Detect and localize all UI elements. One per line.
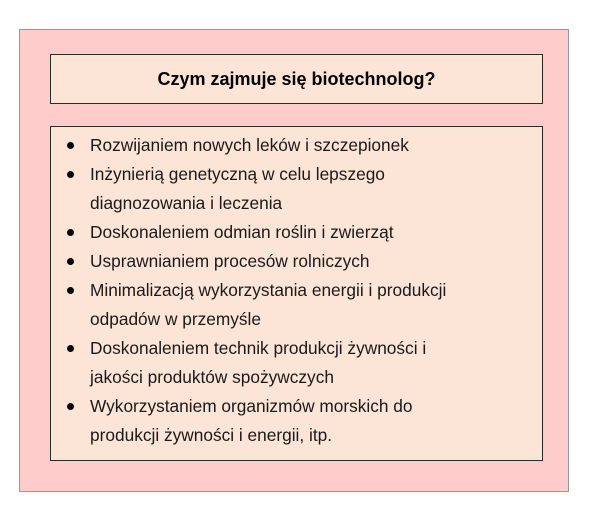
- list-item: [51, 247, 534, 276]
- list-item: [51, 392, 534, 450]
- list-item-text-continuation: diagnozowania i leczenia: [90, 193, 283, 213]
- list-item-text: Wykorzystaniem organizmów morskich do: [90, 396, 413, 416]
- list-item-text: Inżynierią genetyczną w celu lepszego: [90, 164, 385, 184]
- bullet-icon: [67, 403, 74, 410]
- list-item-text-continuation: jakości produktów spożywczych: [90, 367, 334, 387]
- bullet-icon: [67, 171, 74, 178]
- list-item: [51, 131, 534, 160]
- list-item: [51, 218, 534, 247]
- outer-panel: [19, 29, 569, 492]
- bullet-icon: [67, 142, 74, 149]
- bullet-icon: [67, 229, 74, 236]
- list-item-text: Minimalizacją wykorzystania energii i produkcji: [90, 280, 447, 300]
- list-item: [51, 276, 534, 334]
- list-item: [51, 160, 534, 218]
- list-item-text: Doskonaleniem odmian roślin i zwierząt: [90, 222, 394, 242]
- bullet-icon: [67, 287, 74, 294]
- list-item-text: Usprawnianiem procesów rolniczych: [90, 251, 370, 271]
- bullet-list-box: [50, 126, 543, 461]
- bullet-list: [51, 131, 534, 450]
- list-item: [51, 334, 534, 392]
- list-item-text: Rozwijaniem nowych leków i szczepionek: [90, 135, 409, 155]
- list-item-text-continuation: produkcji żywności i energii, itp.: [90, 425, 333, 445]
- title-box: [50, 54, 543, 104]
- list-item-text-continuation: odpadów w przemyśle: [90, 309, 261, 329]
- bullet-icon: [67, 258, 74, 265]
- list-item-text: Doskonaleniem technik produkcji żywności i: [90, 338, 427, 358]
- bullet-icon: [67, 345, 74, 352]
- page-title: Czym zajmuje się biotechnolog?: [157, 68, 436, 89]
